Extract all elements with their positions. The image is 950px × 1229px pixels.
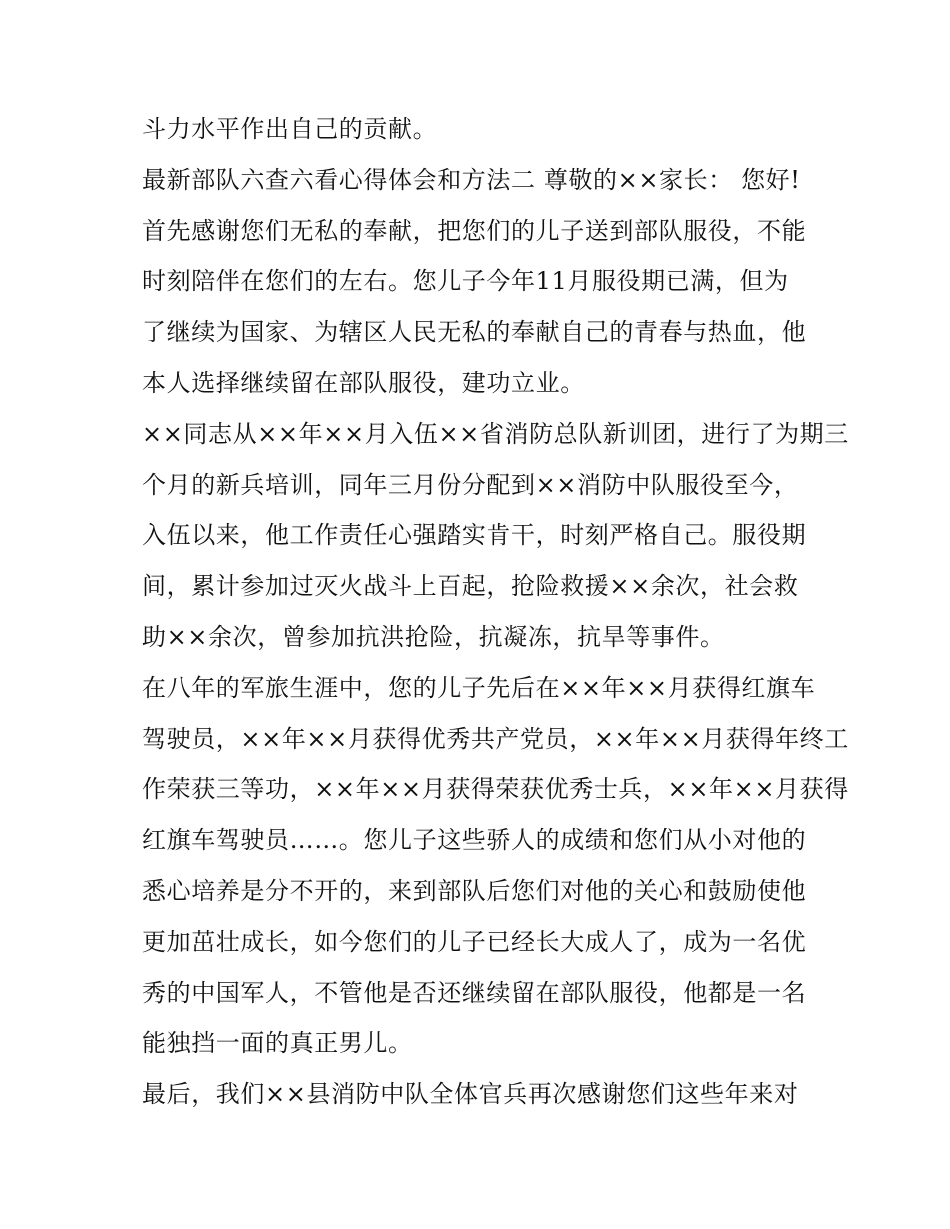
text-line-4: 时刻陪伴在您们的左右。您儿子今年11月服役期已满，但为 (142, 267, 789, 296)
text-line-12: 在八年的军旅生涯中，您的儿子先后在××年××月获得红旗车 (142, 673, 816, 702)
text-line-20: 最后，我们××县消防中队全体官兵再次感谢您们这些年来对 (142, 1080, 799, 1109)
text-line-5: 了继续为国家、为辖区人民无私的奉献自己的青春与热血，他 (142, 318, 807, 347)
text-line-15: 红旗车驾驶员……。您儿子这些骄人的成绩和您们从小对他的 (142, 826, 807, 855)
text-line-16: 悉心培养是分不开的，来到部队后您们对他的关心和鼓励使他 (142, 876, 807, 905)
text-line-10: 间，累计参加过灭火战斗上百起，抢险救援××余次，社会救 (142, 572, 799, 601)
text-line-9: 入伍以来，他工作责任心强踏实肯干，时刻严格自己。服役期 (142, 521, 807, 550)
text-line-11: 助××余次，曾参加抗洪抢险，抗凝冻，抗旱等事件。 (142, 622, 725, 651)
document-body (142, 104, 849, 1120)
text-line-7: ××同志从××年××月入伍××省消防总队新训团，进行了为期三 (142, 419, 849, 448)
text-line-14: 作荣获三等功，××年××月获得荣获优秀士兵，××年××月获得 (142, 775, 849, 804)
text-line-8: 个月的新兵培训，同年三月份分配到××消防中队服役至今， (142, 470, 799, 499)
text-line-17: 更加茁壮成长，如今您们的儿子已经长大成人了，成为一名优 (142, 927, 807, 956)
text-line-2: 最新部队六查六看心得体会和方法二 尊敬的××家长： 您好! (142, 165, 801, 194)
text-line-18: 秀的中国军人，不管他是否还继续留在部队服役，他都是一名 (142, 978, 807, 1007)
text-line-1: 斗力水平作出自己的贡献。 (142, 115, 438, 143)
text-line-19: 能独挡一面的真正男儿。 (142, 1029, 413, 1058)
text-line-13: 驾驶员，××年××月获得优秀共产党员，××年××月获得年终工 (142, 724, 849, 753)
text-line-3: 首先感谢您们无私的奉献，把您们的儿子送到部队服役，不能 (142, 216, 807, 245)
text-line-6: 本人选择继续留在部队服役，建功立业。 (142, 368, 585, 397)
